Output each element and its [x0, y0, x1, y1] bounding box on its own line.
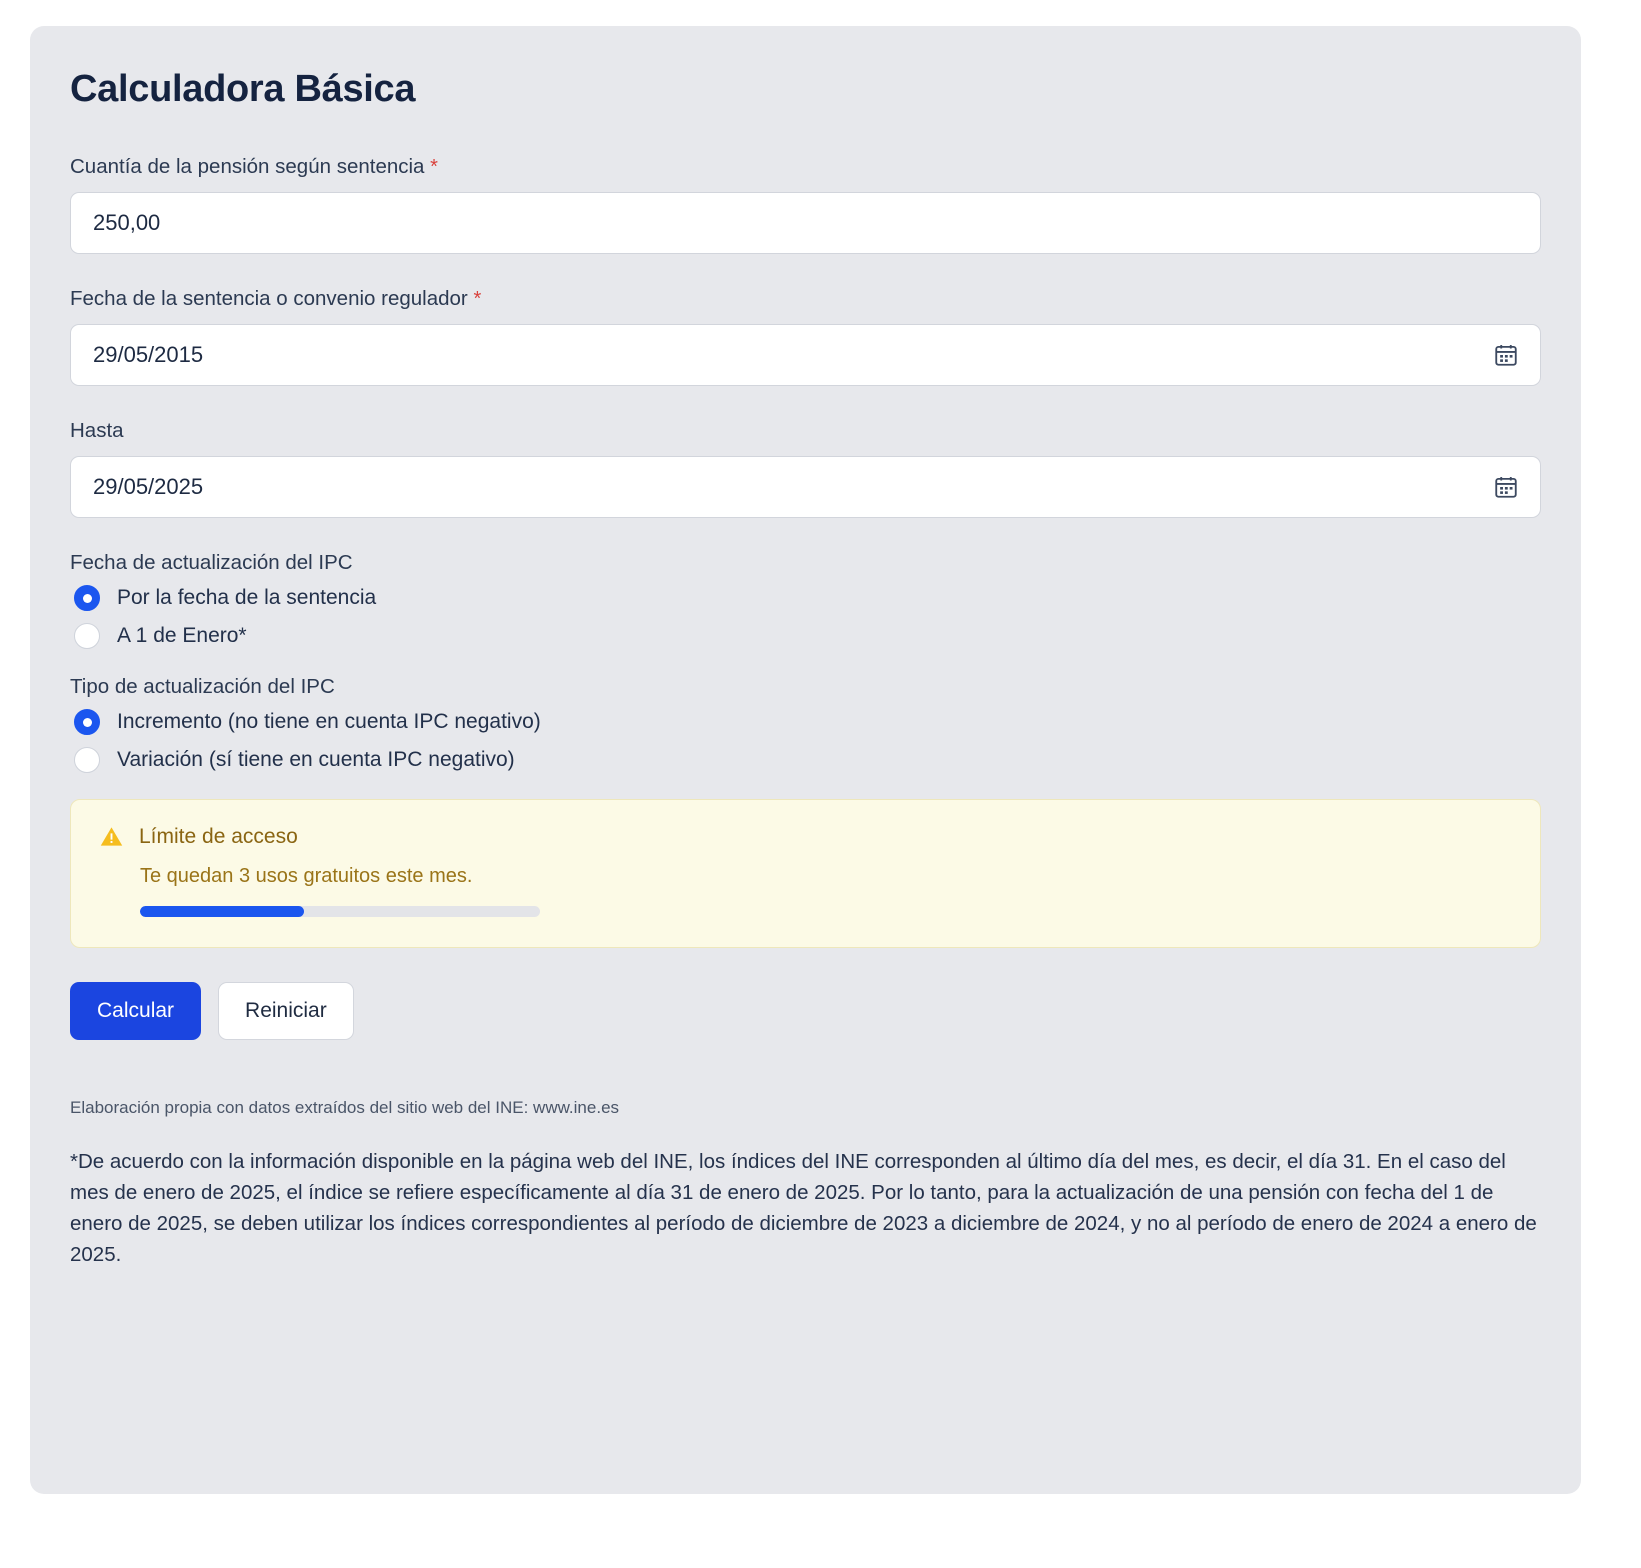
date-to-label-text: Hasta: [70, 419, 124, 442]
radio-option-variacion[interactable]: [70, 747, 1541, 773]
calculator-card: [30, 26, 1581, 1494]
form-actions: [70, 982, 1541, 1040]
reset-button[interactable]: Reiniciar: [218, 982, 354, 1040]
radio-label: Variación (sí tiene en cuenta IPC negativo): [117, 748, 515, 771]
page-title: Calculadora Básica: [70, 68, 416, 110]
date-to-input-wrap: [70, 456, 1541, 518]
ipc-date-group: [70, 551, 1541, 649]
calendar-icon[interactable]: [1493, 474, 1519, 500]
date-from-label-text: Fecha de la sentencia o convenio regulador: [70, 287, 468, 310]
warning-triangle-icon: [99, 824, 124, 849]
date-from-required-marker: *: [473, 288, 482, 310]
date-from-input-wrap: [70, 324, 1541, 386]
radio-option-incremento[interactable]: [70, 709, 1541, 735]
usage-progress-fill: [140, 906, 304, 917]
usage-progress-bar: [140, 906, 540, 917]
amount-input-wrap: [70, 192, 1541, 254]
ipc-explanation-note: *De acuerdo con la información disponible en la página web del INE, los índices del INE corresponden al último día del mes, es decir, el día 31. En el caso del mes de enero de 2025, el índice se refiere específicamente al día 31 de enero de 2025. Por lo tanto, para la actualización de una pensión con fecha del 1 de enero de 2025, se deben utilizar los índices correspondientes al período de diciembre de 2023 a diciembre de 2024, y no al período de enero de 2024 a enero de 2025.: [70, 1150, 1537, 1267]
ipc-type-group-label: Tipo de actualización del IPC: [70, 675, 335, 698]
date-from-field-label: [70, 287, 1541, 311]
ipc-date-group-label: Fecha de actualización del IPC: [70, 551, 353, 574]
alert-title: Límite de acceso: [139, 824, 298, 848]
amount-input[interactable]: [70, 192, 1541, 254]
date-to-field-label: [70, 419, 1541, 443]
amount-field-label: [70, 155, 1541, 179]
access-limit-alert: [70, 799, 1541, 948]
ipc-type-group: [70, 675, 1541, 773]
radio-icon[interactable]: [74, 747, 100, 773]
date-to-input[interactable]: [70, 456, 1541, 518]
data-source-note: Elaboración propia con datos extraídos del sitio web del INE: www.ine.es: [70, 1098, 620, 1117]
alert-header: [99, 824, 1512, 849]
amount-required-marker: *: [430, 156, 438, 178]
radio-icon[interactable]: [74, 623, 100, 649]
radio-label: Incremento (no tiene en cuenta IPC negativo): [117, 710, 541, 733]
radio-label: A 1 de Enero*: [117, 624, 247, 647]
alert-message: Te quedan 3 usos gratuitos este mes.: [140, 865, 473, 887]
calendar-icon[interactable]: [1493, 342, 1519, 368]
amount-label-text: Cuantía de la pensión según sentencia: [70, 155, 425, 178]
calculate-button[interactable]: Calcular: [70, 982, 201, 1040]
radio-label: Por la fecha de la sentencia: [117, 586, 377, 609]
radio-icon[interactable]: [74, 709, 100, 735]
radio-icon[interactable]: [74, 585, 100, 611]
date-from-input[interactable]: [70, 324, 1541, 386]
radio-option-a-1-de-enero[interactable]: [70, 623, 1541, 649]
radio-option-por-fecha-sentencia[interactable]: [70, 585, 1541, 611]
